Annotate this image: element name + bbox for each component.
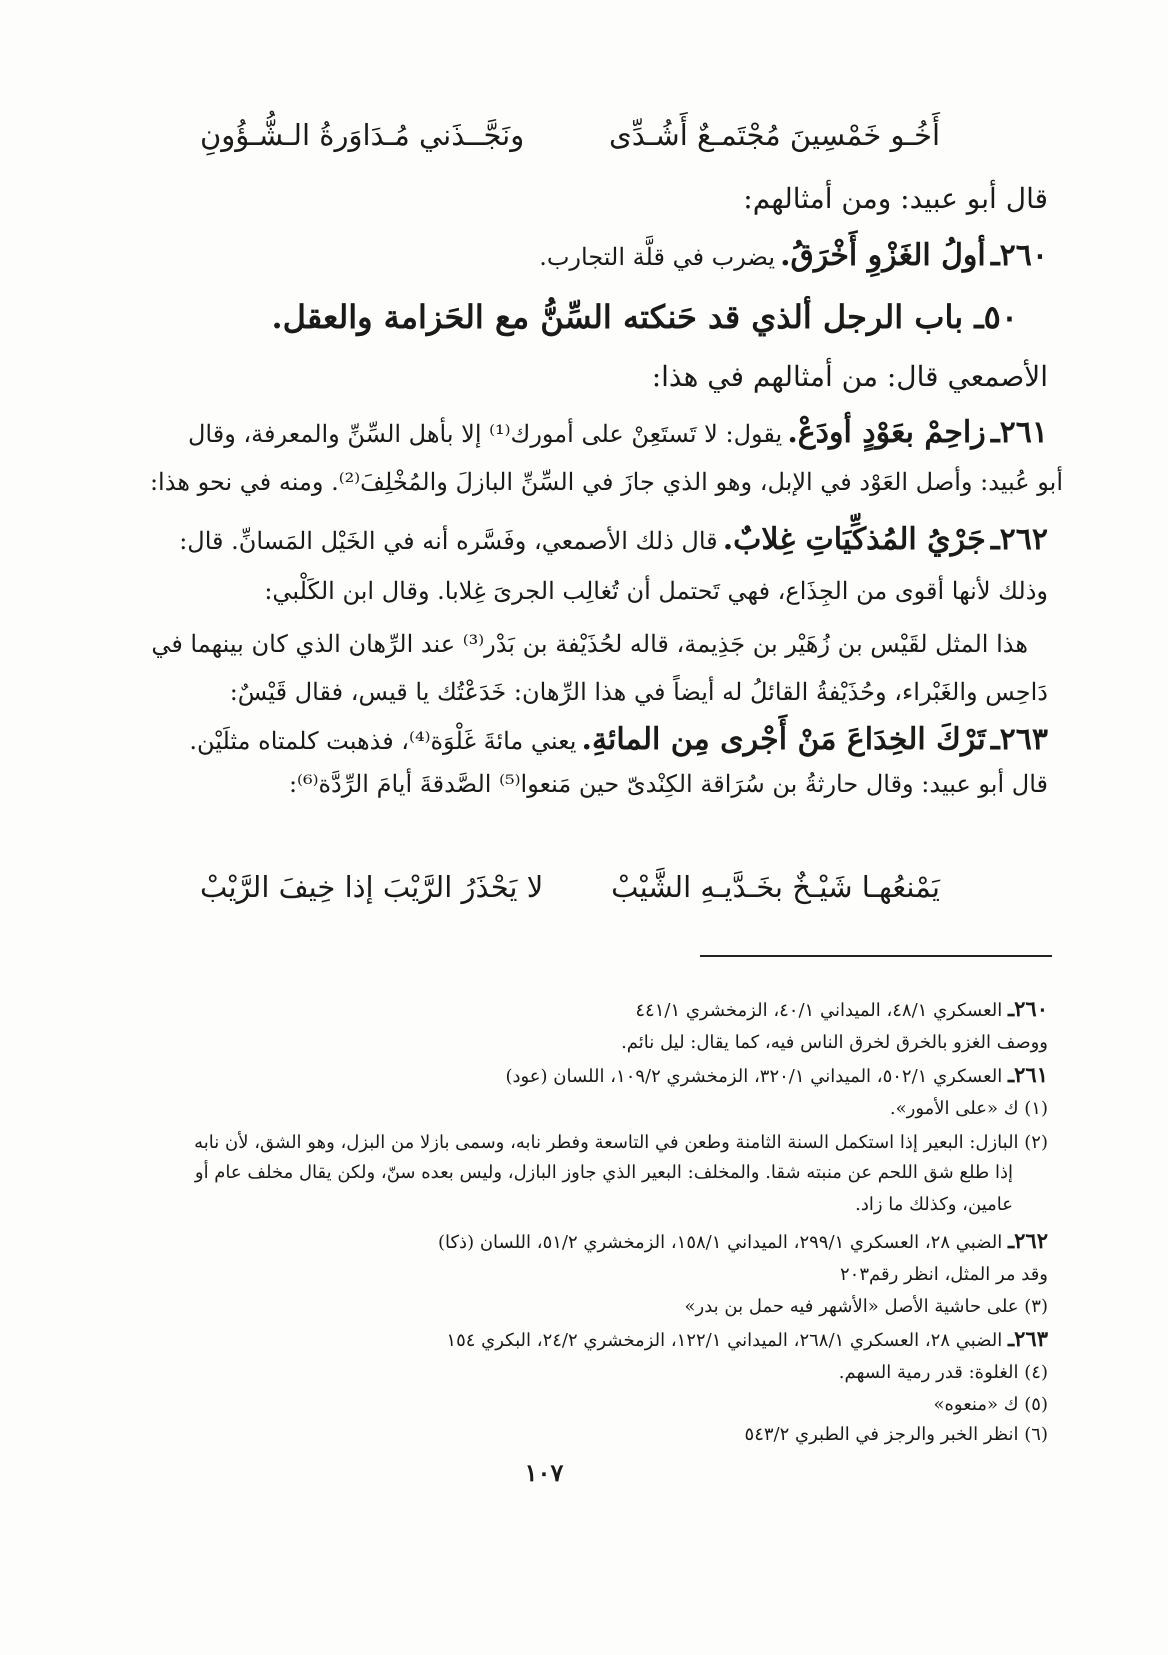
entry-262-text-2: وذلك لأنها أقوى من الجِذَاع، فهي تَحتمل أن تُغالِب الجرىَ غِلابا. وقال ابن الكَلْبي: (264, 577, 1048, 605)
entry-261-text-1: يقول: لا تَستَعِنْ على أمورك⁽¹⁾ إلا بأهل السِّنِّ والمعرفة، وقال (187, 420, 783, 448)
footnote-3: (٣) على حاشية الأصل «الأشهر فيه حمل بن بدر» (684, 1296, 1048, 1317)
verse-1-hemistich-right: أَخُـو خَمْسِينَ مُجْتَمـعٌ أَشُـدِّى (609, 118, 940, 152)
verse-2-hemistich-right: يَمْنعُهـا شَيْـخٌ بخَـدَّيـهِ الشَّيْبْ (611, 870, 940, 904)
footnote-260-note: ووصف الغزو بالخرق لخرق الناس فيه، كما يقال: ليل نائم. (621, 1032, 1048, 1053)
intro-haritha: قال أبو عبيد: وقال حارثةُ بن سُرَاقة الكِنْدىّ حين مَنعوا⁽⁵⁾ الصَّدقةَ أيامَ الرِّدَّة⁽⁶⁾: (288, 770, 1048, 798)
entry-263-proverb: تَرْكَ الخِدَاعَ مَنْ أَجْرى مِن المائةِ. (581, 722, 986, 757)
footnote-1: (١) ك «على الأمور». (889, 1098, 1048, 1119)
entry-262 (70, 522, 1048, 558)
entry-261-text-2: أبو عُبيد: وأصل العَوْد في الإبل، وهو الذي جازَ في السِّنِّ البازلَ والمُخْلِفَ⁽²⁾. ومنه في نحو هذا: (149, 468, 1063, 496)
footnote-5: (٥) ك «منعوه» (933, 1394, 1048, 1415)
verse-line-2 (200, 870, 940, 904)
entry-261-proverb: زاحِمْ بعَوْدٍ أودَعْ. (787, 415, 986, 450)
page-number: ١٠٧ (524, 1458, 564, 1487)
intro-abu-ubaid: قال أبو عبيد: ومن أمثالهم: (743, 182, 1048, 215)
footnote-261 (170, 1062, 1048, 1088)
entry-260-text: يضرب في قلَّة التجارب. (539, 243, 776, 271)
entry-260 (70, 238, 1048, 274)
entry-262-proverb: جَرْيُ المُذكِّيَاتِ غِلابٌ. (722, 522, 986, 557)
footnote-4: (٤) الغلوة: قدر رمية السهم. (838, 1362, 1048, 1383)
verse-1-hemistich-left: ونَجَّــذَني مُـدَاوَرةُ الـشُّـؤُونِ (200, 118, 525, 152)
footnote-261-sources: العسكري ٥٠٢/١، الميداني ٣٢٠/١، الزمخشري ١٠٩/٢، اللسان (عود) (505, 1066, 1003, 1087)
footnote-263-sources: الضبي ٢٨، العسكري ٢٦٨/١، الميداني ١٢٢/١، الزمخشري ٢٤/٢، البكري ١٥٤ (446, 1330, 1003, 1351)
footnote-2-line-3: عامين، وكذلك ما زاد. (855, 1194, 1013, 1215)
footnote-2-line-1: (٢) البازل: البعير إذا استكمل السنة الثامنة وطعن في التاسعة وفطر نابه، وسمى بازلا من البزل، وهو الشق، لأن نابه (194, 1132, 1048, 1153)
footnote-260-sources: العسكري ٤٨/١، الميداني ٤٠/١، الزمخشري ٤٤١/١ (635, 1000, 1003, 1021)
verse-2-hemistich-left: لا يَحْذَرُ الرَّيْبَ إذا خِيفَ الرَّيْبْ (200, 870, 544, 904)
footnote-262-note: وقد مر المثل، انظر رقم٢٠٣ (840, 1264, 1048, 1285)
entry-263-number: ٢٦٣ـ (990, 722, 1048, 757)
verse-line-1 (200, 118, 940, 152)
entry-262-number: ٢٦٢ـ (990, 522, 1048, 557)
footnote-262-number: ٢٦٢ـ (1008, 1228, 1048, 1253)
footnote-2-line-2: إذا طلع شق اللحم عن منبته شقا. والمخلف: البعير الذي جاوز البازل، وليس بعده سنّ، ولكن يقال مخلف عام أو (194, 1162, 1013, 1183)
footnote-261-number: ٢٦١ـ (1008, 1062, 1048, 1087)
entry-263 (70, 722, 1048, 758)
footnote-262 (170, 1228, 1048, 1254)
footnote-263-number: ٢٦٣ـ (1008, 1326, 1048, 1351)
entry-262-text-1: قال ذلك الأصمعي، وفَسَّره أنه في الخَيْل المَسانِّ. قال: (179, 527, 718, 555)
footnote-262-sources: الضبي ٢٨، العسكري ٢٩٩/١، الميداني ١٥٨/١، الزمخشري ٥١/٢، اللسان (ذكا) (437, 1232, 1003, 1253)
intro-asmai: الأصمعي قال: من أمثالهم في هذا: (651, 360, 1048, 393)
entry-260-number: ٢٦٠ـ (990, 238, 1048, 273)
entry-260-proverb: أولُ الغَزْوِ أَخْرَقُ. (780, 238, 986, 273)
chapter-heading: ٥٠ـ باب الرجل ألذي قد حَنكته السِّنُّ مع الحَزامة والعقل. (271, 298, 1018, 336)
entry-261 (70, 415, 1048, 451)
footnote-263 (170, 1326, 1048, 1352)
entry-263-text: يعني مائةَ غَلْوَة⁽⁴⁾، فذهبت كلمتاه مثلَيْن. (189, 727, 577, 755)
entry-262-text-4: دَاحِس والغَبْراء، وحُذَيْفةُ القائلُ له أيضاً في هذا الرِّهان: خَدَعْتُك يا قيس، فقال قَيْسٌ: (229, 678, 1048, 706)
entry-261-number: ٢٦١ـ (990, 415, 1048, 450)
footnote-6: (٦) انظر الخبر والرجز في الطبري ٥٤٣/٢ (744, 1424, 1048, 1445)
footnote-260 (170, 996, 1048, 1022)
footnote-separator (700, 955, 1052, 957)
entry-262-text-3: هذا المثل لقَيْس بن زُهَيْر بن جَذِيمة، قاله لحُذَيْفة بن بَدْر⁽³⁾ عند الرِّهان الذي كان بينهما في (151, 630, 1028, 658)
footnote-260-number: ٢٦٠ـ (1008, 996, 1048, 1021)
